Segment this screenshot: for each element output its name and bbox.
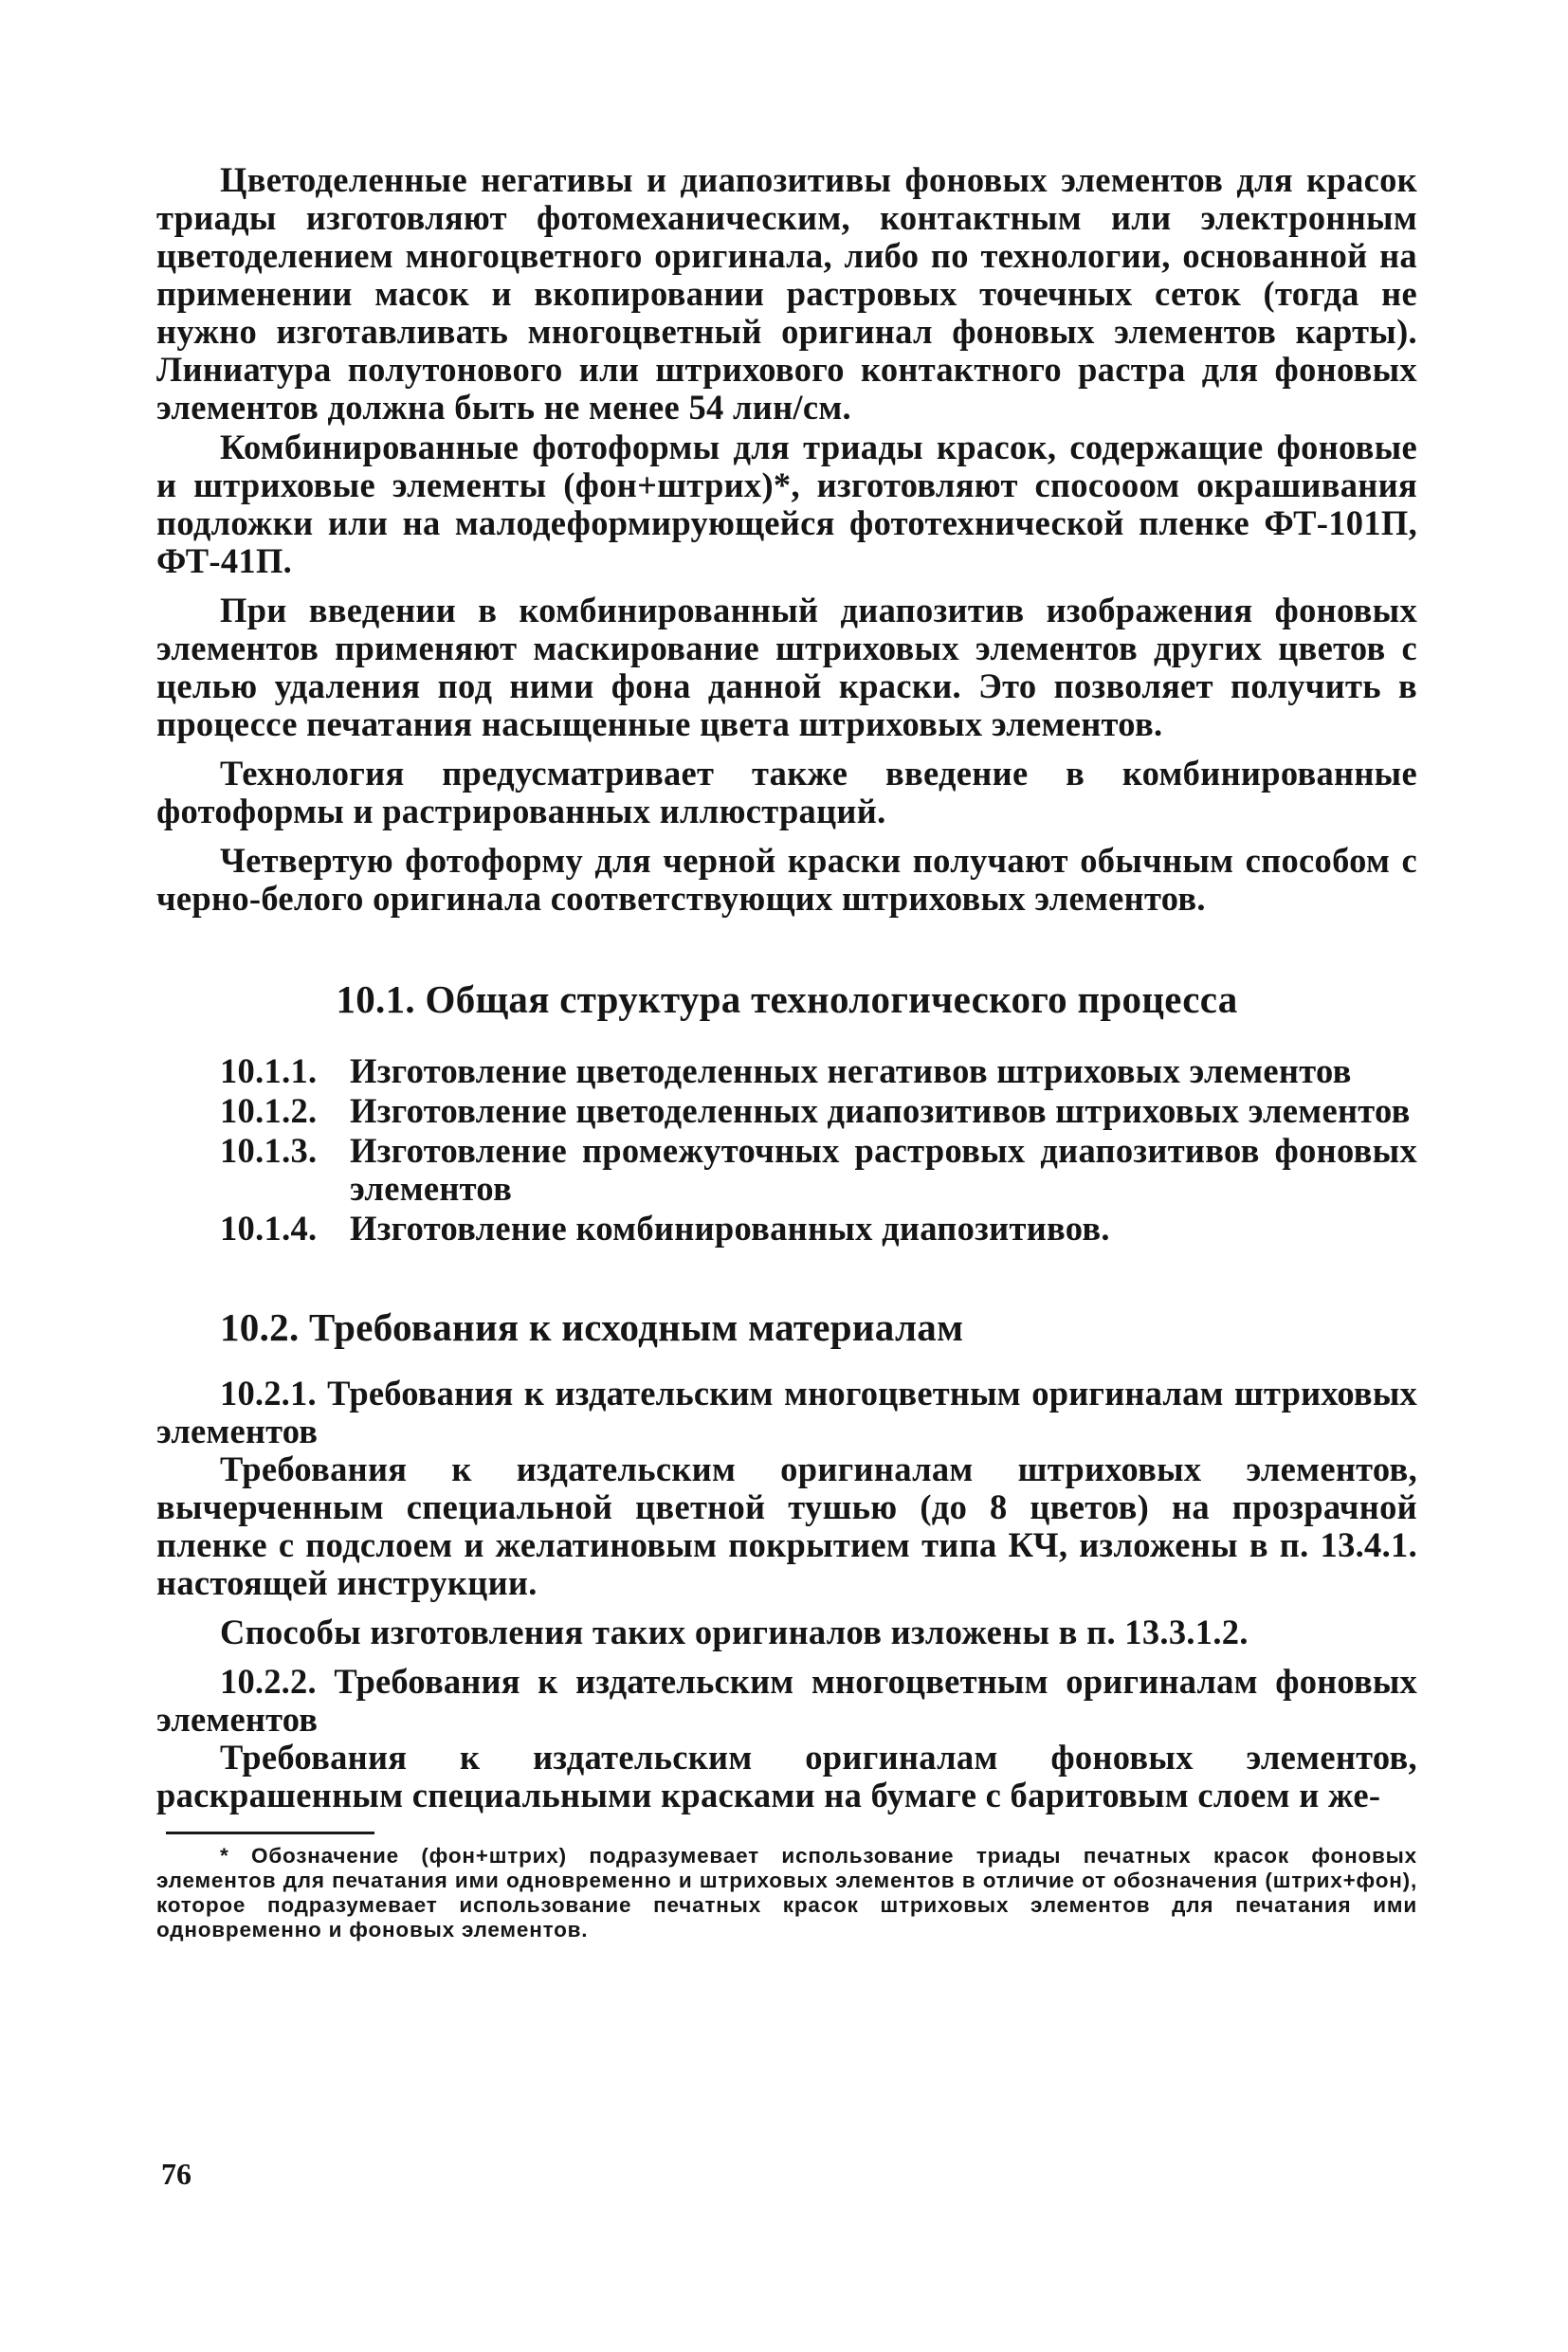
list-item [156, 1052, 1417, 1090]
footnote-divider [166, 1832, 374, 1834]
section-10-2-heading: 10.2. Требования к исходным материалам [220, 1305, 964, 1349]
list-item-text: Изготовление цветоделенных диапозитивов штриховых элементов [350, 1091, 1411, 1130]
subsection-10-2-1-heading: 10.2.1. Требования к издательским многоцветным оригиналам штриховых элементов [156, 1374, 1417, 1450]
list-item [156, 1092, 1417, 1130]
footnote: * Обозначение (фон+штрих) подразумевает использование триады печатных красок фоновых элементов для печатания ими одновременно и штриховых элементов в отличие от обозначения (штрих+фон), которое подразумевает использование печатных красок штриховых элементов для печатания ими одновременно и фоновых элементов. [156, 1844, 1417, 1942]
list-item [156, 1132, 1417, 1208]
list-item-text: Изготовление промежуточных растровых диапозитивов фоновых элементов [350, 1131, 1417, 1208]
section-10-1-heading: 10.1. Общая структура технологического процесса [336, 977, 1238, 1021]
list-item-number: 10.1.1. [220, 1051, 318, 1090]
subsection-10-2-1-paragraph: Требования к издательским оригиналам штриховых элементов, вычерченным специальной цветной тушью (до 8 цветов) на прозрачной пленке с подслоем и желатиновым покрытием типа КЧ, изложены в п. 13.4.1. настоящей инструкции. [156, 1449, 1417, 1602]
list-item-text: Изготовление комбинированных диапозитивов. [350, 1209, 1110, 1248]
list-item [156, 1210, 1417, 1248]
paragraph-intro-1: Цветоделенные негативы и диапозитивы фоновых элементов для красок триады изготовляют фотомеханическим, контактным или электронным цветоделением многоцветного оригинала, либо по технологии, основанной на применении масок и вкопировании растровых точечных сеток (тогда не нужно изготавливать многоцветный оригинал фоновых элементов карты). Линиатура полутонового или штрихового контактного растра для фоновых элементов должна быть не менее 54 лин/см. [156, 160, 1417, 427]
subsection-10-2-2-heading: 10.2.2. Требования к издательским многоцветным оригиналам фоновых элементов [156, 1662, 1417, 1739]
page-number: 76 [161, 2157, 191, 2191]
list-item-number: 10.1.2. [220, 1091, 318, 1130]
paragraph-intro-2: Комбинированные фотоформы для триады красок, содержащие фоновые и штриховые элементы (фон+штрих)*, изготовляют спосооом окрашивания подложки или на малодеформирующейся фототехнической пленке ФТ-101П, ФТ-41П. [156, 428, 1417, 580]
paragraph-intro-3: При введении в комбинированный диапозитив изображения фоновых элементов применяют маскирование штриховых элементов других цветов с целью удаления под ними фона данной краски. Это позволяет получить в процессе печатания насыщенные цвета штриховых элементов. [156, 591, 1417, 743]
list-item-number: 10.1.3. [220, 1131, 318, 1170]
subsection-10-2-2-paragraph: Требования к издательским оригиналам фоновых элементов, раскрашенным специальными красками на бумаге с баритовым слоем и же- [156, 1738, 1417, 1814]
page-content [156, 161, 1417, 1942]
paragraph-intro-5: Четвертую фотоформу для черной краски получают обычным способом с черно-белого оригинала соответствующих штриховых элементов. [156, 841, 1417, 918]
list-item-number: 10.1.4. [220, 1209, 318, 1248]
list-item-text: Изготовление цветоделенных негативов штриховых элементов [350, 1051, 1352, 1090]
subsection-10-2-1-methods: Способы изготовления таких оригиналов изложены в п. 13.3.1.2. [220, 1613, 1249, 1651]
process-structure-list [156, 1052, 1417, 1248]
paragraph-intro-4: Технология предусматривает также введение в комбинированные фотоформы и растрированных иллюстраций. [156, 754, 1417, 830]
